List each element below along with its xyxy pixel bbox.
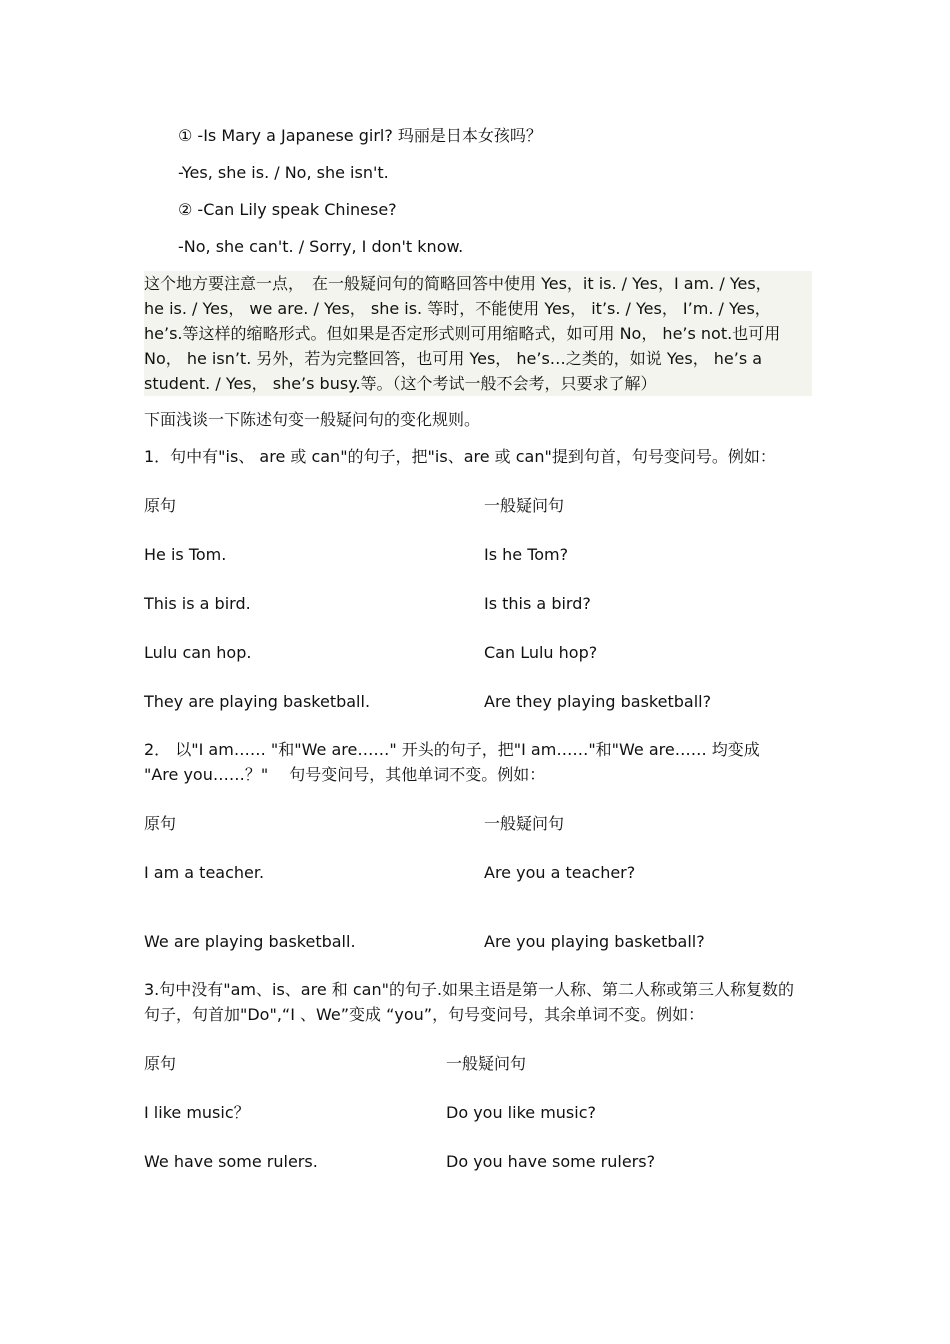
rule-3-row-question: Do you like music? xyxy=(446,1103,596,1122)
rule-1-text: 1．句中有"is、 are 或 can"的句子，把"is、are 或 can"提到句首，句号变问号。例如： xyxy=(144,447,776,466)
note-line: student. / Yes， she’s busy.等。（这个考试一般不会考，只要求了解） xyxy=(144,374,657,393)
rule-1-row-question: Are they playing basketball? xyxy=(484,692,712,711)
rule-2-header-left: 原句 xyxy=(144,814,177,833)
rule-2-row-question: Are you a teacher? xyxy=(484,863,636,882)
note-line: 这个地方要注意一点， 在一般疑问句的简略回答中使用 Yes，it is. / Yes，I am. / Yes， xyxy=(144,274,772,293)
example-2-question: ② -Can Lily speak Chinese? xyxy=(178,200,397,219)
rule-2-row-question: Are you playing basketball? xyxy=(484,932,705,951)
note-line: he’s.等这样的缩略形式。但如果是否定形式则可用缩略式，如可用 No， he’s not.也可用 xyxy=(144,324,781,343)
rule-3-header-left: 原句 xyxy=(144,1054,177,1073)
example-1-answer: -Yes, she is. / No, she isn't. xyxy=(178,163,389,182)
rule-1-header-left: 原句 xyxy=(144,496,177,515)
rule-3-text-line: 句子，句首加"Do",“I 、We”变成 “you”，句号变问号，其余单词不变。例如： xyxy=(144,1005,705,1024)
example-2-answer: -No, she can't. / Sorry, I don't know. xyxy=(178,237,464,256)
rule-1-row-original: Lulu can hop. xyxy=(144,643,252,662)
rule-2-text-line: 2． 以"I am…… "和"We are……" 开头的句子，把"I am……"和"We are…… 均变成 xyxy=(144,740,760,759)
rule-2-row-original: I am a teacher. xyxy=(144,863,265,882)
rule-1-row-original: He is Tom. xyxy=(144,545,227,564)
note-paragraph xyxy=(144,271,812,396)
note-line: No， he isn’t. 另外，若为完整回答，也可用 Yes， he’s…之类的，如说 Yes， he’s a xyxy=(144,349,763,368)
rule-1-row-question: Is he Tom? xyxy=(484,545,569,564)
rule-1-row-original: This is a bird. xyxy=(144,594,251,613)
rule-3-row-question: Do you have some rulers? xyxy=(446,1152,656,1171)
note-line: he is. / Yes， we are. / Yes， she is. 等时，不能使用 Yes， it’s. / Yes， I’m. / Yes， xyxy=(144,299,771,318)
rule-3-row-original: We have some rulers. xyxy=(144,1152,318,1171)
rule-1-row-original: They are playing basketball. xyxy=(144,692,371,711)
rule-3-text-line: 3.句中没有"am、is、are 和 can"的句子.如果主语是第一人称、第二人称或第三人称复数的 xyxy=(144,980,795,999)
rule-1-header-right: 一般疑问句 xyxy=(484,496,565,515)
rule-3-row-original: I like music？ xyxy=(144,1103,250,1122)
example-1-question: ① -Is Mary a Japanese girl? 玛丽是日本女孩吗？ xyxy=(178,126,542,145)
rule-2-header-right: 一般疑问句 xyxy=(484,814,565,833)
rule-2-text-line: "Are you……？" 句号变问号，其他单词不变。例如： xyxy=(144,765,546,784)
rule-2-row-original: We are playing basketball. xyxy=(144,932,356,951)
rule-1-row-question: Is this a bird? xyxy=(484,594,591,613)
rule-1-row-question: Can Lulu hop? xyxy=(484,643,598,662)
rule-3-header-right: 一般疑问句 xyxy=(446,1054,527,1073)
intro-text: 下面浅谈一下陈述句变一般疑问句的变化规则。 xyxy=(144,410,481,429)
